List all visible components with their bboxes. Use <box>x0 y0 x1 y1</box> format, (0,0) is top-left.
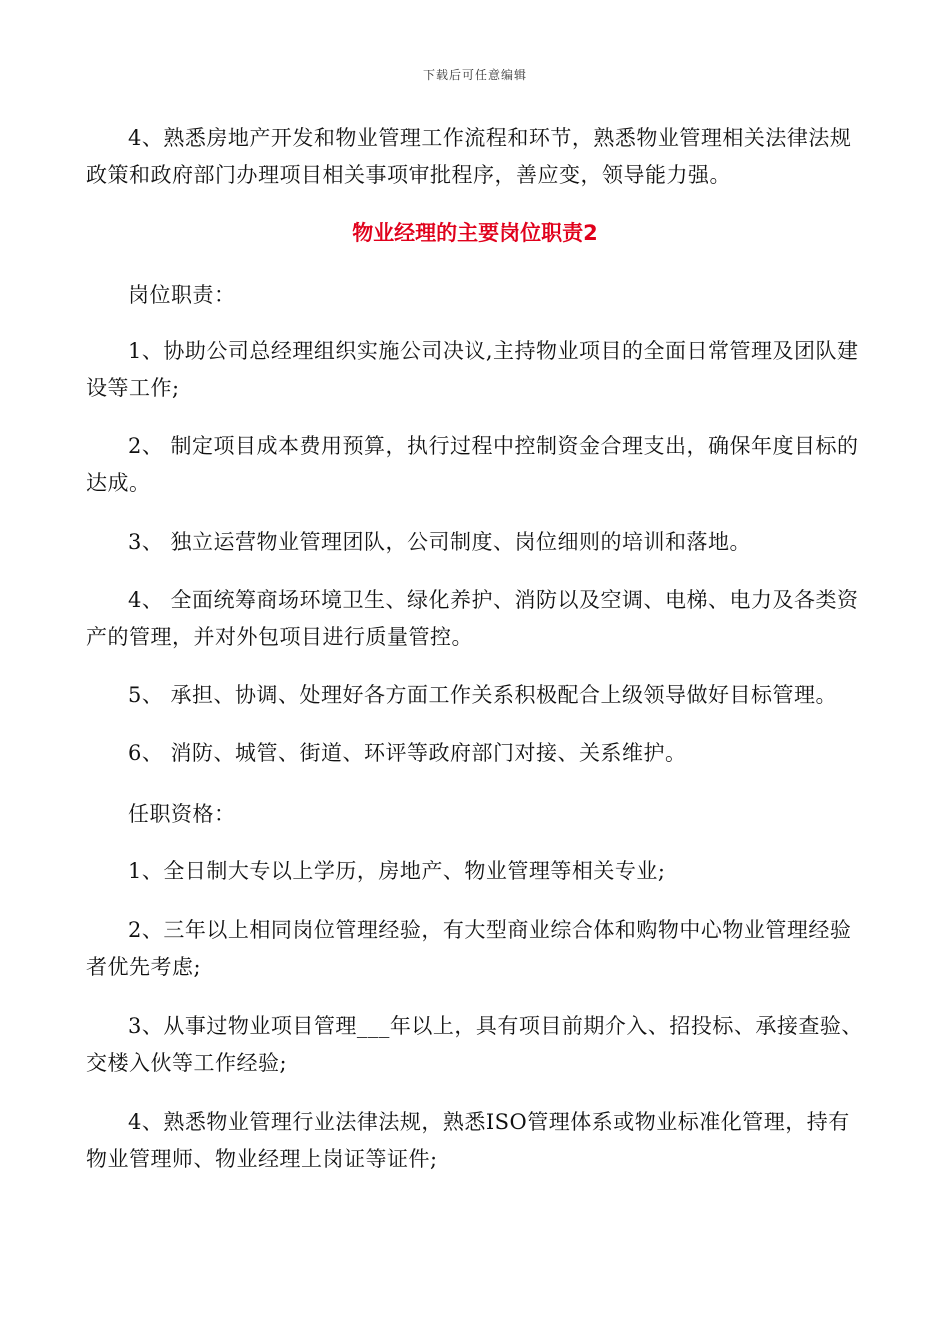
section-title: 物业经理的主要岗位职责2 <box>352 221 598 245</box>
qualification-item-1: 1、全日制大专以上学历，房地产、物业管理等相关专业; <box>128 859 666 883</box>
qualification-item-3: 3、从事过物业项目管理___年以上，具有项目前期介入、招投标、承接查验、交楼入伙等工作经验; <box>86 1014 863 1075</box>
qualifications-label: 任职资格： <box>128 802 236 826</box>
duty-item-1: 1、协助公司总经理组织实施公司决议,主持物业项目的全面日常管理及团队建设等工作; <box>86 339 859 400</box>
paragraph-intro: 4、熟悉房地产开发和物业管理工作流程和环节，熟悉物业管理相关法律法规政策和政府部门办理项目相关事项审批程序，善应变，领导能力强。 <box>86 126 852 187</box>
duty-item-4: 4、 全面统筹商场环境卫生、绿化养护、消防以及空调、电梯、电力及各类资产的管理，并对外包项目进行质量管控。 <box>86 588 859 649</box>
page-header: 下载后可任意编辑 <box>422 68 527 82</box>
qualification-item-4: 4、熟悉物业管理行业法律法规，熟悉ISO管理体系或物业标准化管理，持有物业管理师、物业经理上岗证等证件; <box>86 1110 850 1171</box>
duty-item-2: 2、 制定项目成本费用预算，执行过程中控制资金合理支出，确保年度目标的达成。 <box>86 434 859 495</box>
duty-item-5: 5、 承担、协调、处理好各方面工作关系积极配合上级领导做好目标管理。 <box>128 683 838 707</box>
qualification-item-2: 2、三年以上相同岗位管理经验，有大型商业综合体和购物中心物业管理经验者优先考虑; <box>86 918 852 979</box>
duties-label: 岗位职责： <box>128 283 236 307</box>
duty-item-6: 6、 消防、城管、街道、环评等政府部门对接、关系维护。 <box>128 741 687 765</box>
duty-item-3: 3、 独立运营物业管理团队，公司制度、岗位细则的培训和落地。 <box>128 530 752 554</box>
